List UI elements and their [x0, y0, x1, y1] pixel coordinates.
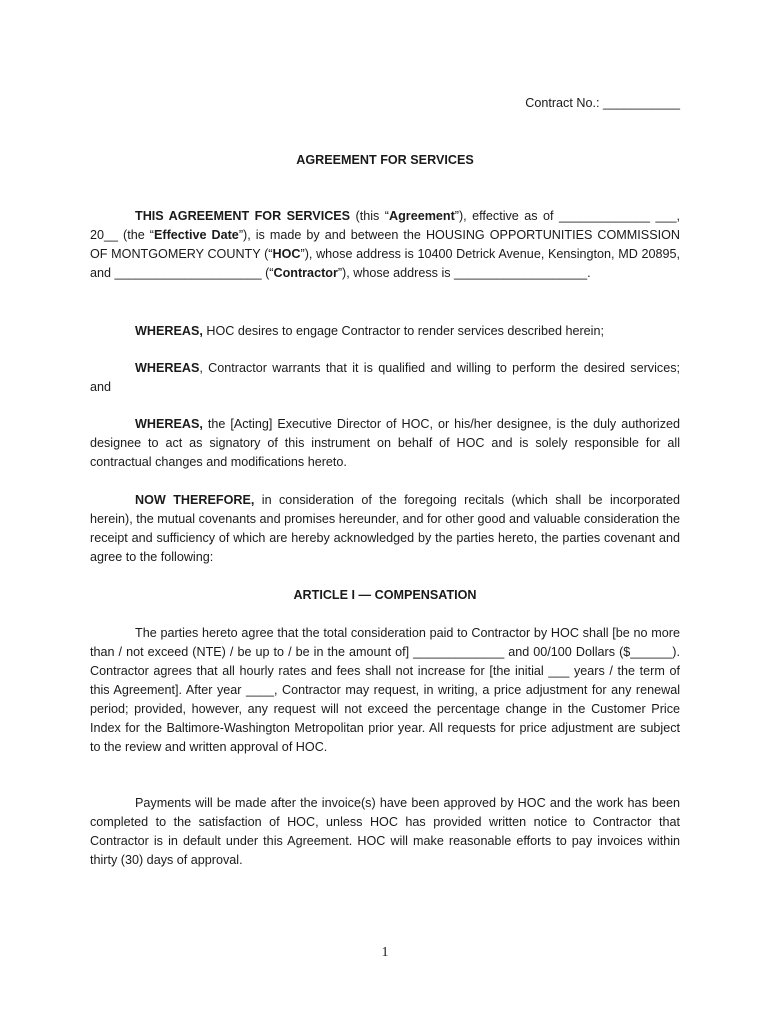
now-therefore-lead: NOW THEREFORE,	[135, 493, 255, 507]
page-number: 1	[381, 945, 389, 960]
hoc-term: HOC	[272, 247, 301, 261]
now-therefore-text: in consideration of the foregoing recitals (which shall be incorporated herein), the mutual covenants and promises hereunder, and for other good and valuable consideration the receipt and sufficiency of which are hereby acknowledged by the parties hereto, the parties covenant and agree to the following:	[90, 493, 680, 564]
intro-text-1: (this “	[350, 209, 389, 223]
whereas-paragraph-1	[90, 322, 680, 341]
intro-lead: THIS AGREEMENT FOR SERVICES	[135, 209, 351, 223]
agreement-term: Agreement	[389, 209, 455, 223]
now-therefore-paragraph	[90, 491, 680, 567]
article-1-heading: ARTICLE I — COMPENSATION	[293, 588, 477, 602]
compensation-paragraph-2: Payments will be made after the invoice(s) have been approved by HOC and the work has been completed to the satisfaction of HOC, unless HOC has provided written notice to Contractor that Contractor is in default under this Agreement. HOC will make reasonable efforts to pay invoices within thirty (30) days of approval.	[90, 796, 680, 867]
whereas-2-text: , Contractor warrants that it is qualified and willing to perform the desired services; and	[90, 361, 680, 394]
whereas-paragraph-3	[90, 415, 680, 472]
whereas-3-text: the [Acting] Executive Director of HOC, or his/her designee, is the duly authorized designee to act as signatory of this instrument on behalf of HOC and is solely responsible for all contractual changes and modifications hereto.	[90, 417, 680, 469]
intro-text-2: ”), effective as of _____________ ___, 20__ (the “	[90, 209, 680, 242]
effective-date-term: Effective Date	[153, 228, 239, 242]
whereas-1-lead: WHEREAS,	[135, 324, 203, 338]
document-title: AGREEMENT FOR SERVICES	[296, 153, 474, 167]
contract-number-line: Contract No.: ___________	[525, 96, 680, 110]
compensation-paragraph-1: The parties hereto agree that the total consideration paid to Contractor by HOC shall [be no more than / not exceed (NTE) / be up to / be in the amount of] _____________ and 00/100 Dollars ($______). Contractor agrees that all hourly rates and fees shall not increase for [the initial ___ years / the term of this Agreement]. After year ____, Contractor may request, in writing, a price adjustment for any renewal period; provided, however, any request will not exceed the percentage change in the Customer Price Index for the Baltimore-Washington Metropolitan prior year. All requests for price adjustment are subject to the review and written approval of HOC.	[90, 626, 680, 754]
whereas-3-lead: WHEREAS,	[135, 417, 203, 431]
intro-paragraph	[90, 207, 680, 283]
whereas-1-text: HOC desires to engage Contractor to render services described herein;	[202, 324, 604, 338]
intro-text-4: ”), whose address is 10400 Detrick Avenue, Kensington, MD 20895, and _____________________ (“	[90, 247, 681, 280]
contractor-term: Contractor	[273, 266, 338, 280]
intro-text-3: ”), is made by and between the HOUSING OPPORTUNITIES COMMISSION OF MONTGOMERY COUNTY (“	[90, 228, 680, 261]
intro-text-5: ”), whose address is ___________________.	[337, 266, 591, 280]
whereas-paragraph-2	[90, 359, 680, 397]
whereas-2-lead: WHEREAS	[135, 361, 200, 375]
